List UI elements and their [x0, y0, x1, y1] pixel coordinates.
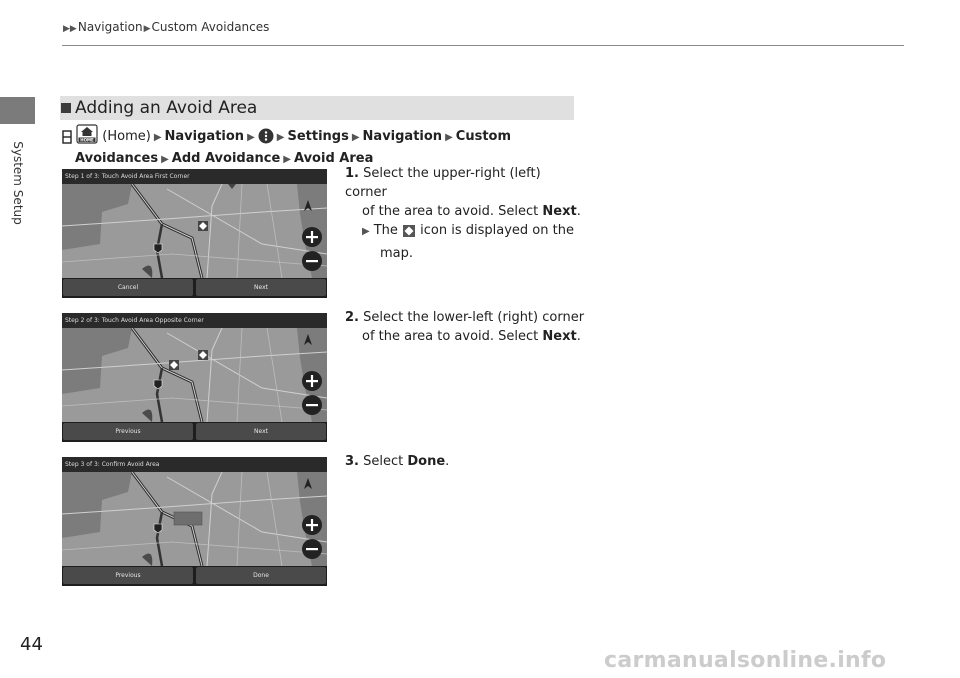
next-keyword: Next: [542, 204, 577, 219]
path-avoidances: Avoidances: [75, 151, 159, 166]
path-add-avoidance: Add Avoidance: [171, 151, 281, 166]
map-view[interactable]: [62, 184, 327, 278]
previous-button[interactable]: Previous: [63, 423, 193, 440]
zoom-in-icon[interactable]: [302, 371, 322, 391]
step-text: Select the lower-left (right) corner: [363, 310, 585, 325]
path-custom: Custom: [455, 129, 512, 144]
arrow-right-icon: ▶: [247, 132, 255, 143]
arrow-right-icon: ▶▶: [63, 24, 77, 34]
breadcrumb-item-custom-avoidances[interactable]: Custom Avoidances: [151, 20, 270, 34]
zoom-out-icon[interactable]: [302, 251, 322, 271]
arrow-right-icon: ▶: [283, 154, 291, 165]
avoid-marker-icon: [169, 360, 179, 370]
step-2: 2. Select the lower-left (right) corner of the area to avoid. Select Next.: [345, 310, 585, 344]
side-section-label: System Setup: [11, 141, 25, 225]
path-settings: Settings: [287, 129, 349, 144]
breadcrumb-item-navigation[interactable]: Navigation: [77, 20, 143, 34]
step-number: 2.: [345, 310, 359, 325]
step-number: 1.: [345, 166, 359, 181]
breadcrumb: [62, 20, 269, 34]
path-avoid-area: Avoid Area: [293, 151, 374, 166]
home-label: (Home): [102, 129, 151, 144]
step-number: 3.: [345, 454, 359, 469]
page-number: 44: [20, 634, 43, 655]
arrow-right-icon: ▶: [143, 24, 151, 34]
info-menu-icon: [258, 128, 274, 150]
path-navigation-2: Navigation: [362, 129, 443, 144]
map-view[interactable]: [62, 328, 327, 422]
next-button[interactable]: Next: [196, 423, 326, 440]
section-bullet-icon: [61, 103, 71, 113]
arrow-right-icon: ▶: [445, 132, 453, 143]
watermark-text: carmanualsonline.info: [604, 648, 887, 673]
arrow-right-icon: ▶: [351, 132, 360, 143]
step-1: 1. Select the upper-right (left) corner of the area to avoid. Select Next. ▶ The icon is displayed on the map.: [345, 166, 581, 261]
screen-header: Step 3 of 3: Confirm Avoid Area: [62, 457, 327, 472]
screen-step-3: [62, 457, 327, 586]
menu-path: [62, 124, 562, 169]
svg-text:HOME: HOME: [80, 137, 94, 143]
zoom-in-icon[interactable]: [302, 227, 322, 247]
section-title: Adding an Avoid Area: [75, 98, 258, 118]
screen-step-2: [62, 313, 327, 442]
home-icon: [76, 124, 98, 150]
next-button[interactable]: Next: [196, 279, 326, 296]
header-divider: [62, 45, 904, 46]
arrow-right-icon: ▶: [153, 132, 162, 143]
section-header: [60, 96, 574, 120]
arrow-right-icon: ▶: [276, 132, 285, 143]
zoom-in-icon[interactable]: [302, 515, 322, 535]
previous-button[interactable]: Previous: [63, 567, 193, 584]
step-text: Select the upper-right (left) corner: [345, 166, 541, 200]
avoid-marker-icon: [198, 221, 208, 231]
zoom-out-icon[interactable]: [302, 395, 322, 415]
screen-header: Step 2 of 3: Touch Avoid Area Opposite Corner: [62, 313, 327, 328]
screen-header: Step 1 of 3: Touch Avoid Area First Corner: [62, 169, 327, 184]
step-3: 3. Select Done.: [345, 454, 450, 469]
zoom-out-icon[interactable]: [302, 539, 322, 559]
map-view[interactable]: [62, 472, 327, 566]
home-hardkey-icon: [62, 130, 72, 150]
avoid-marker-icon: [198, 350, 208, 360]
section-tab-marker: [0, 97, 35, 124]
next-keyword: Next: [542, 329, 577, 344]
arrow-right-icon: ▶: [161, 154, 169, 165]
done-keyword: Done: [407, 454, 446, 469]
arrow-right-icon: ▶: [362, 226, 370, 237]
avoid-area-region: [174, 512, 202, 525]
avoid-marker-icon: [402, 224, 416, 244]
screen-step-1: [62, 169, 327, 298]
done-button[interactable]: Done: [196, 567, 326, 584]
path-navigation: Navigation: [164, 129, 245, 144]
cancel-button[interactable]: Cancel: [63, 279, 193, 296]
